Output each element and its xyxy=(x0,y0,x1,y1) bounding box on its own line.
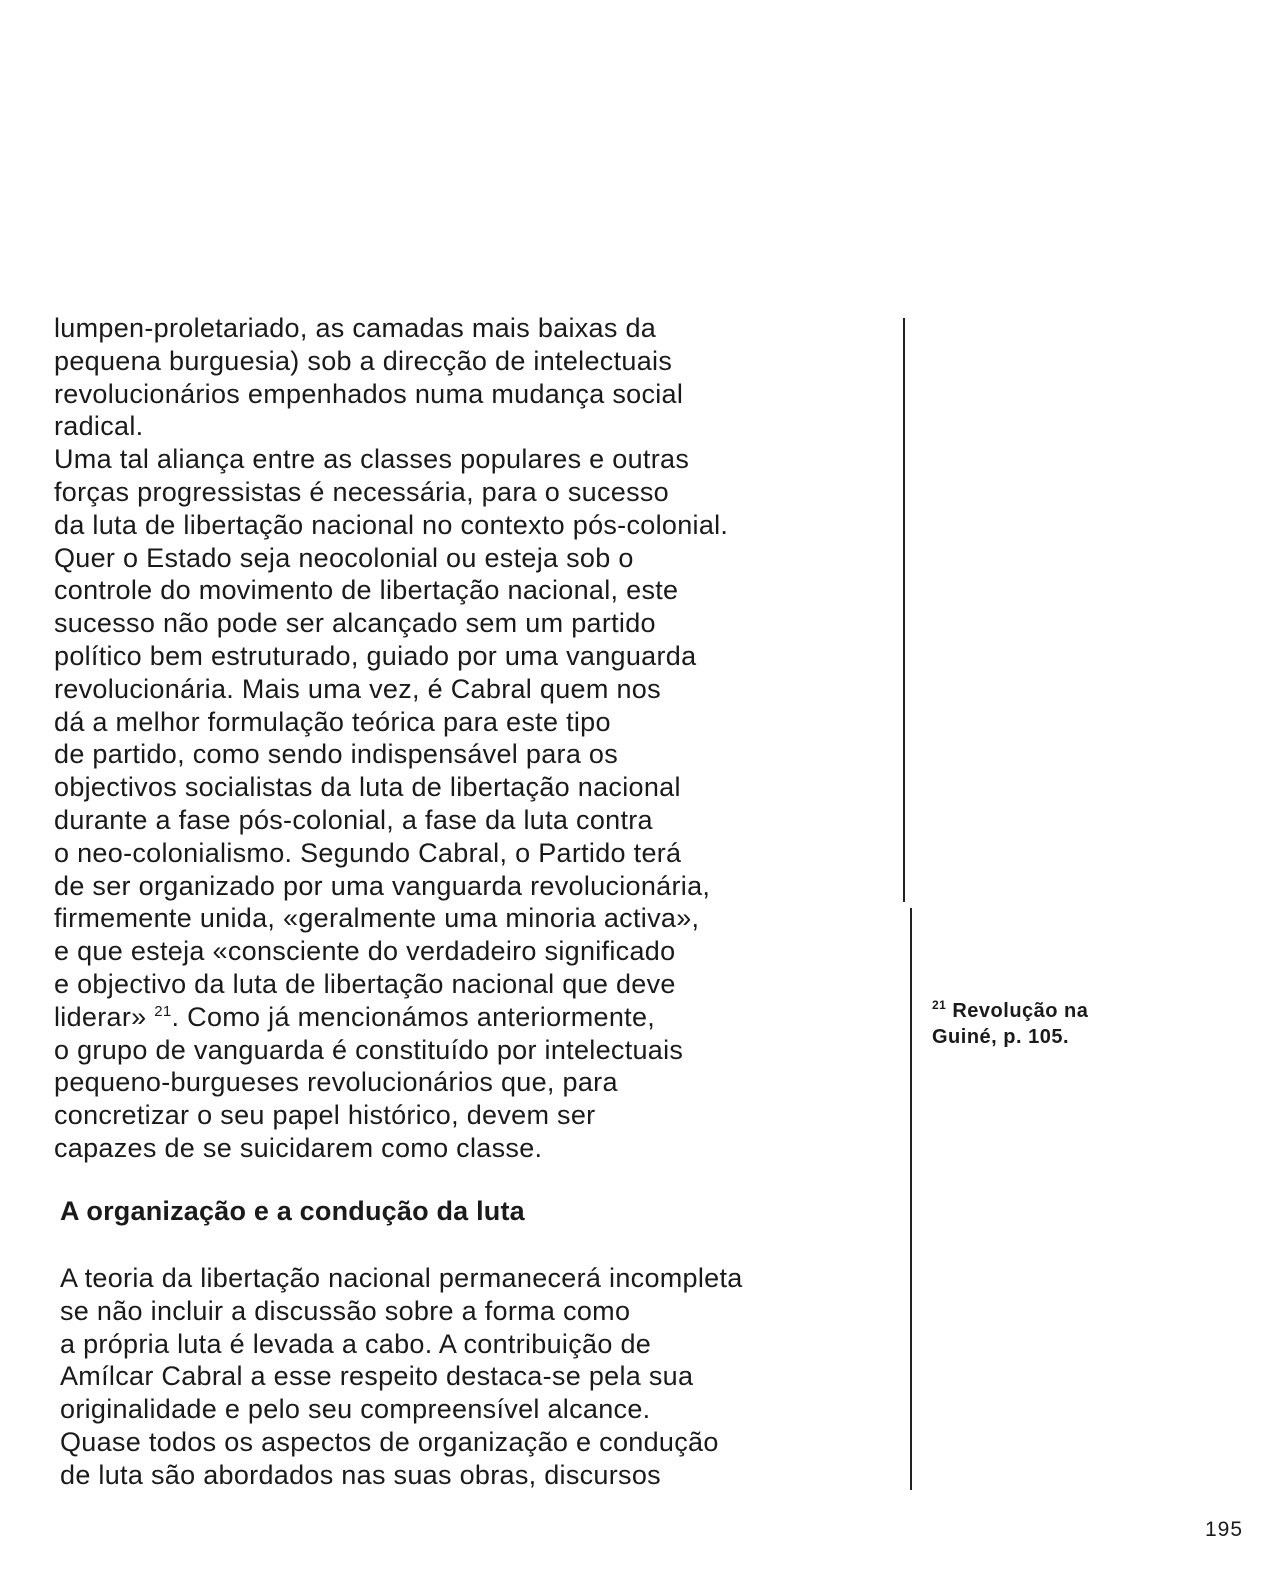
text-line: pequeno-burgueses revolucionários que, para xyxy=(54,1067,618,1098)
sidenote-number: 21 xyxy=(932,998,947,1013)
margin-rule xyxy=(903,318,905,902)
footnote-marker: 21 xyxy=(154,1002,172,1020)
footnote-line-before: liderar» xyxy=(54,1001,155,1032)
text-line: o grupo de vanguarda é constituído por intelectuais xyxy=(54,1034,684,1065)
sidenote-line xyxy=(932,998,1088,1024)
text-line: revolucionários empenhados numa mudança social xyxy=(54,378,684,409)
text-line: Quase todos os aspectos de organização e condução xyxy=(60,1426,719,1457)
sidenote-line: Guiné, p. 105. xyxy=(932,1026,1070,1048)
text-line: lumpen-proletariado, as camadas mais baixas da xyxy=(54,313,657,343)
text-line: de partido, como sendo indispensável para os xyxy=(54,739,619,770)
text-line: e que esteja «consciente do verdadeiro significado xyxy=(54,936,676,967)
sidenote-text: Revolução na xyxy=(952,1000,1089,1022)
text-line: capazes de se suicidarem como classe. xyxy=(54,1132,543,1163)
text-line: forças progressistas é necessária, para o sucesso xyxy=(54,476,669,507)
text-line: Quer o Estado seja neocolonial ou esteja sob o xyxy=(54,542,634,573)
text-line: controle do movimento de libertação nacional, este xyxy=(54,575,679,606)
text-line: dá a melhor formulação teórica para este tipo xyxy=(54,706,611,737)
text-line: sucesso não pode ser alcançado sem um partido xyxy=(54,608,656,639)
footnote-line-after: . Como já mencionámos anteriormente, xyxy=(171,1001,656,1032)
text-line: o neo-colonialismo. Segundo Cabral, o Partido terá xyxy=(54,837,682,868)
text-line: objectivos socialistas da luta de libertação nacional xyxy=(54,772,681,803)
main-text-column xyxy=(54,312,904,1165)
text-line: político bem estruturado, guiado por uma vanguarda xyxy=(54,640,697,671)
text-line: de luta são abordados nas suas obras, discursos xyxy=(60,1459,661,1490)
section-paragraph xyxy=(60,1262,910,1492)
text-line: a própria luta é levada a cabo. A contribuição de xyxy=(60,1328,652,1359)
text-line: originalidade e pelo seu compreensível alcance. xyxy=(60,1394,651,1425)
text-line: de ser organizado por uma vanguarda revolucionária, xyxy=(54,870,711,901)
text-line: firmemente unida, «geralmente uma minoria activa», xyxy=(54,903,700,934)
text-line: A teoria da libertação nacional permanecerá incompleta xyxy=(60,1263,743,1293)
margin-rule xyxy=(910,908,912,1490)
page-number: 195 xyxy=(1205,1518,1244,1541)
text-line: se não incluir a discussão sobre a forma como xyxy=(60,1295,631,1326)
text-line: pequena burguesia) sob a direcção de intelectuais xyxy=(54,345,673,376)
text-line: e objectivo da luta de libertação nacional que deve xyxy=(54,968,676,999)
text-line: da luta de libertação nacional no contexto pós-colonial. xyxy=(54,509,729,540)
sidenote xyxy=(932,998,1088,1050)
section-heading: A organização e a condução da luta xyxy=(60,1196,525,1226)
text-line: concretizar o seu papel histórico, devem ser xyxy=(54,1100,596,1131)
footnote-reference-line xyxy=(54,1001,904,1034)
text-line: Amílcar Cabral a esse respeito destaca-se pela sua xyxy=(60,1361,694,1392)
text-line: Uma tal aliança entre as classes populares e outras xyxy=(54,444,690,475)
text-line: radical. xyxy=(54,411,144,442)
text-line: durante a fase pós-colonial, a fase da luta contra xyxy=(54,804,653,835)
text-line: revolucionária. Mais uma vez, é Cabral quem nos xyxy=(54,673,661,704)
